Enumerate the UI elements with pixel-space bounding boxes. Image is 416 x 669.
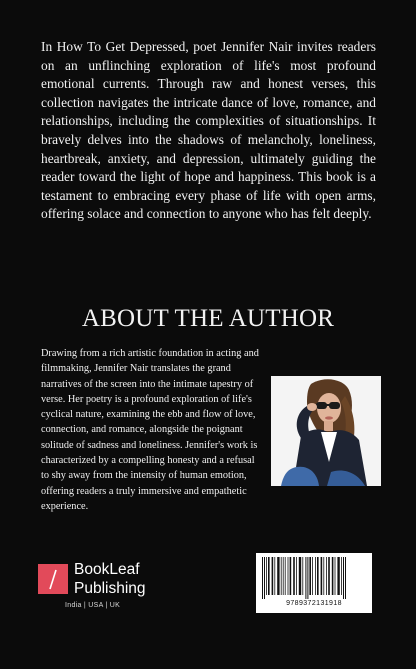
about-author-heading: ABOUT THE AUTHOR bbox=[81, 305, 335, 332]
author-photo bbox=[271, 376, 381, 486]
isbn-number: 9789372131918 bbox=[286, 600, 342, 607]
isbn-barcode bbox=[256, 553, 372, 613]
publisher-name: BookLeaf Publishing bbox=[74, 561, 146, 597]
publisher-regions: India | USA | UK bbox=[65, 602, 121, 609]
barcode-bars-icon bbox=[261, 557, 367, 599]
publisher-logo bbox=[38, 561, 188, 614]
author-portrait-image bbox=[271, 376, 381, 486]
author-bio: Drawing from a rich artistic foundation in acting and filmmaking, Jennifer Nair translates the grand narratives of the screen into the intimate tapestry of verse. Her poetry is a profound exploration of life's cyclical nature, examining the ebb and flow of love, connection, and romance, alongside the poignant solitude of sadness and loneliness. Jennifer's work is characterized by a compelling honesty and a refusal to shy away from the intensity of human emotion, offering readers a truly immersive and empathetic experience. bbox=[41, 348, 259, 512]
bookleaf-mark-icon bbox=[38, 564, 68, 594]
back-cover-blurb: In How To Get Depressed, poet Jennifer Nair invites readers on an unflinching exploration of life's most profound emotional currents. Through raw and honest verses, this collection navigates the intricate dance of love, romance, and relationships, including the complexities of situationships. It bravely delves into the shadows of melancholy, loneliness, heartbreak, anxiety, and depression, ultimately guiding the reader toward the light of hope and happiness. This book is a testament to embracing every phase of life with open arms, offering solace and connection to anyone who has felt deeply. bbox=[41, 39, 376, 222]
